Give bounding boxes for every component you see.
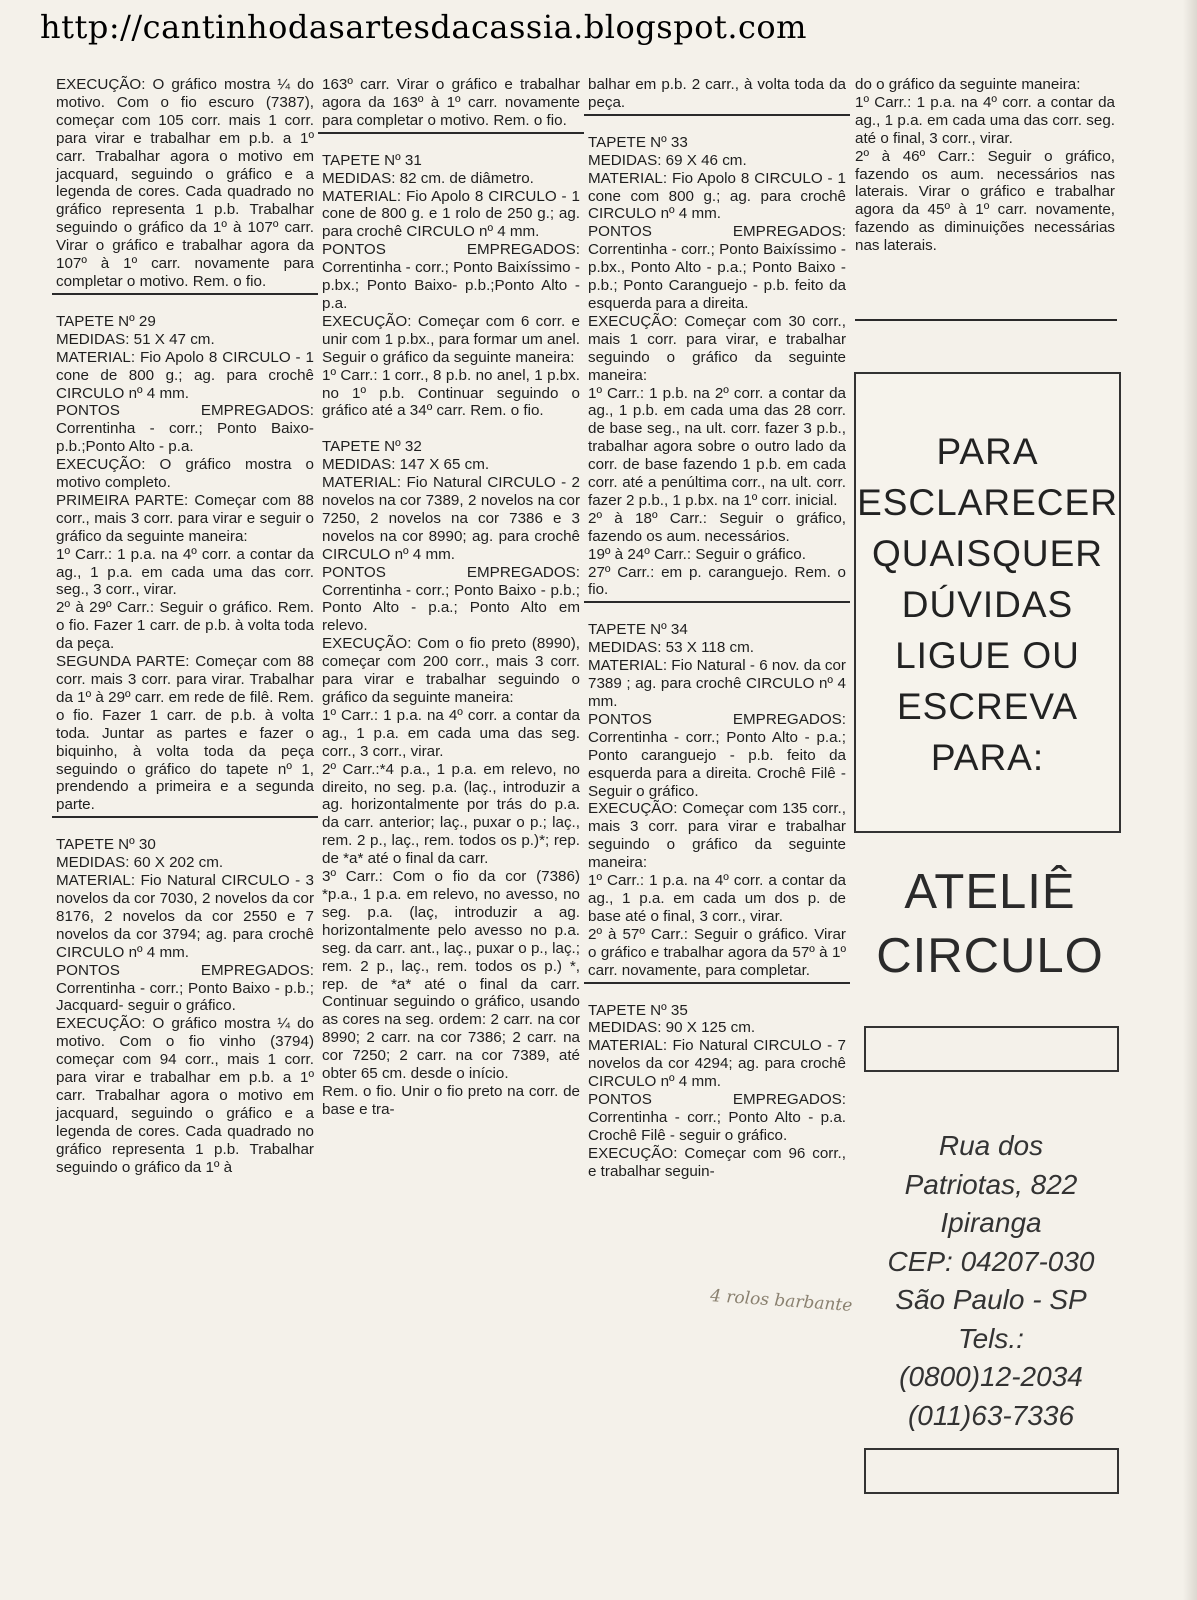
handwritten-note: 4 rolos barbante	[709, 1286, 853, 1316]
section-gap	[56, 818, 314, 836]
address-line: Ipiranga	[940, 1207, 1042, 1238]
text-column-2	[322, 76, 580, 1119]
contact-notice-text: PARA ESCLARECER QUAISQUER DÚVIDAS LIGUE OU ESCREVA PARA:	[857, 431, 1118, 778]
section-gap	[588, 984, 846, 1002]
article-block: TAPETE Nº 29 MEDIDAS: 51 X 47 cm. MATERIAL: Fio Apolo 8 CIRCULO - 1 cone de 800 g.; ag. para crochê CIRCULO nº 4 mm. PONTOS EMPREGADOS: Correntinha - corr.; Ponto Baixo- p.b.;Ponto Alto - p.a. EXECUÇÃO: O gráfico mostra o motivo completo. PRIMEIRA PARTE: Começar com 88 corr., mais 3 corr. para virar e seguir o gráfico da seguinte maneira: 1º Carr.: 1 p.a. na 4º corr. a contar da ag., 1 p.a. em cada uma das corr. seg., 3 corr., virar. 2º à 29º Carr.: Seguir o gráfico. Rem. o fio. Fazer 1 carr. de p.b. à volta toda da peça. SEGUNDA PARTE: Começar com 88 corr. mais 3 corr. para virar. Trabalhar da 1º à 29º carr. em rede de filê. Rem. o fio. Fazer 1 carr. de p.b. à volta toda. Juntar as partes e fazer o biquinho, à volta toda da peça seguindo o gráfico do tapete nº 1, prendendo a primeira e a segunda parte.	[56, 312, 314, 814]
article-block: EXECUÇÃO: O gráfico mostra ¼ do motivo. Com o fio escuro (7387), começar com 105 corr. mais 1 corr. para virar e trabalhar em p.b. a 1º carr. Trabalhar agora o motivo em jacquard, seguindo o gráfico e a legenda de cores. Cada quadrado no gráfico representa 1 p.b. Trabalhar seguindo o gráfico da 1º à 107º carr. Virar o gráfico e trabalhar agora da 107º à 1º carr. novamente para completar o motivo. Rem. o fio.	[56, 76, 314, 290]
text-column-3	[588, 76, 846, 1181]
article-block: TAPETE Nº 35 MEDIDAS: 90 X 125 cm. MATERIAL: Fio Natural CIRCULO - 7 novelos da cor 4294; ag. para crochê CIRCULO nº 4 mm. PONTOS EMPREGADOS: Correntinha - corr.; Ponto Alto - p.a. Crochê Filê - seguir o gráfico. EXECUÇÃO: Começar com 96 corr., e trabalhar seguin-	[588, 1001, 846, 1180]
address-line: Rua dos	[938, 1130, 1044, 1161]
article-block: TAPETE Nº 30 MEDIDAS: 60 X 202 cm. MATERIAL: Fio Natural CIRCULO - 3 novelos da cor 7030, 2 novelos da cor 8176, 2 novelos da cor 2550 e 7 novelos da cor 3794; ag. para crochê CIRCULO nº 4 mm. PONTOS EMPREGADOS: Correntinha - corr.; Ponto Baixo - p.b.; Jacquard- seguir o gráfico. EXECUÇÃO: O gráfico mostra ¼ do motivo. Com o fio vinho (3794) começar com 94 corr., mais 1 corr. para virar e trabalhar em p.b. a 1º carr. Trabalhar agora o motivo em jacquard, seguindo o gráfico e a legenda de cores. Cada quadrado no gráfico representa 1 p.b. Trabalhar seguindo o gráfico da 1º à	[56, 836, 314, 1176]
article-block: TAPETE Nº 31 MEDIDAS: 82 cm. de diâmetro. MATERIAL: Fio Apolo 8 CIRCULO - 1 cone de 800 g. e 1 rolo de 250 g.; ag. para crochê CIRCULO nº 4 mm. PONTOS EMPREGADOS: Correntinha - corr.; Ponto Baixíssimo - p.bx.; Ponto Baixo- p.b.;Ponto Alto - p.a. EXECUÇÃO: Começar com 6 corr. e unir com 1 p.bx., para formar um anel. Seguir o gráfico da seguinte maneira: 1º Carr.: 1 corr., 8 p.b. no anel, 1 p.bx. no 1º p.b. Continuar seguindo o gráfico até a 34º carr. Rem. o fio.	[322, 151, 580, 420]
section-gap	[56, 295, 314, 313]
address-line: (0800)12-2034	[899, 1361, 1083, 1392]
address-line: CEP: 04207-030	[887, 1245, 1095, 1277]
address-block	[855, 1127, 1127, 1435]
brand-name: ATELIÊ CIRCULO	[876, 865, 1104, 983]
text-column-4	[855, 76, 1115, 255]
address-line: Patriotas, 822	[904, 1168, 1078, 1200]
section-gap	[588, 603, 846, 621]
article-block: TAPETE Nº 34 MEDIDAS: 53 X 118 cm. MATERIAL: Fio Natural - 6 nov. da cor 7389 ; ag. para crochê CIRCULO nº 4 mm. PONTOS EMPREGADOS: Correntinha - corr.; Ponto Alto - p.a.; Ponto caranguejo - p.b. feito da esquerda para a direita. Crochê Filê - Seguir o gráfico. EXECUÇÃO: Começar com 135 corr., mais 3 corr. para virar e trabalhar seguindo o gráfico da seguinte maneira: 1º Carr.: 1 p.a. na 4º corr. a contar da ag., 1 p.a. em cada um dos p. de base até o final, 3 corr., virar. 2º à 57º Carr.: Seguir o gráfico. Virar o gráfico e trabalhar agora da 57º à 1º carr. novamente, para completar.	[588, 621, 846, 979]
column-4-divider	[855, 319, 1117, 321]
contact-notice-box	[854, 372, 1121, 833]
article-block: do o gráfico da seguinte maneira: 1º Carr.: 1 p.a. na 4º corr. a contar da ag., 1 p.a. em cada uma das corr. seg. até o final, 3 corr., virar. 2º à 46º Carr.: Seguir o gráfico, fazendo os aum. necessários nas laterais. Virar o gráfico e trabalhar agora da 45º à 1º carr. novamente, fazendo as diminuições necessárias nas laterais.	[855, 76, 1115, 255]
address-line: São Paulo - SP	[895, 1284, 1087, 1315]
section-gap	[322, 420, 580, 438]
empty-box-top	[864, 1026, 1119, 1072]
text-column-1	[56, 76, 314, 1176]
article-block: TAPETE Nº 32 MEDIDAS: 147 X 65 cm. MATERIAL: Fio Natural CIRCULO - 2 novelos na cor 7389, 2 novelos na cor 7250, 2 novelos na cor 7386 e 3 novelos na cor 8990; ag. para crochê CIRCULO nº 4 mm. PONTOS EMPREGADOS: Correntinha - corr.; Ponto Baixo - p.b.; Ponto Alto - p.a.; Ponto Alto em relevo. EXECUÇÃO: Com o fio preto (8990), começar com 200 corr., mais 3 corr. para virar e trabalhar seguindo o gráfico da seguinte maneira: 1º Carr.: 1 p.a. na 4º corr. a contar da ag., 1 p.a. em cada uma das seg. corr., 3 corr., virar. 2º Carr.:*4 p.a., 1 p.a. em relevo, no direito, no seg. p.a. (laç., introduzir a ag. horizontalmente por trás do p.a. da carr. anterior; laç., puxar o p.; laç., rem. 2 p., laç., rem. todos os p.)*; rep. de *a* até o final da carr. 3º Carr.: Com o fio da cor (7386) *p.a., 1 p.a. em relevo, no avesso, no seg. p.a. (laç, introduzir a ag. horizontalmente pelo avesso no p.a. seg. da carr. ant., laç., puxar o p., laç.; rem. 2 p., laç., rem. todos os p.) *, rep. de *a* até o final da carr. Continuar seguindo o gráfico, usando as cores na seg. ordem: 2 carr. na cor 8990; 2 carr. na cor 7386; 2 carr. na cor 7250; 2 carr. na cor 7389, até obter 65 cm. desde o início. Rem. o fio. Unir o fio preto na corr. de base e tra-	[322, 438, 580, 1118]
blog-url: http://cantinhodasartesdacassia.blogspot.com	[40, 8, 808, 46]
article-block: balhar em p.b. 2 carr., à volta toda da peça.	[588, 76, 846, 111]
address-line: (011)63-7336	[907, 1399, 1075, 1431]
address-line: Tels.:	[958, 1322, 1024, 1354]
section-gap	[322, 134, 580, 152]
empty-box-bottom	[864, 1448, 1119, 1494]
page-edge	[1183, 0, 1197, 1600]
section-gap	[588, 116, 846, 134]
article-block: 163º carr. Virar o gráfico e trabalhar agora da 163º à 1º carr. novamente para completar o motivo. Rem. o fio.	[322, 76, 580, 129]
article-block: TAPETE Nº 33 MEDIDAS: 69 X 46 cm. MATERIAL: Fio Apolo 8 CIRCULO - 1 cone com 800 g.; ag. para crochê CIRCULO nº 4 mm. PONTOS EMPREGADOS: Correntinha - corr.; Ponto Baixíssimo - p.bx., Ponto Alto - p.a.; Ponto Baixo - p.b.; Ponto Caranguejo - p.b. feito da esquerda para a direita. EXECUÇÃO: Começar com 30 corr., mais 1 corr. para virar, e trabalhar seguindo o gráfico da seguinte maneira: 1º Carr.: 1 p.b. na 2º corr. a contar da ag., 1 p.b. em cada uma das 28 corr. de base seg., na ult. corr. fazer 3 p.b., trabalhar agora sobre o outro lado da corr. de base fazendo 1 p.b. em cada corr. até a penúltima corr., na ult. corr. fazer 2 p.b., 1 p.bx. na 1º corr. inicial. 2º à 18º Carr.: Seguir o gráfico, fazendo os aum. necessários. 19º à 24º Carr.: Seguir o gráfico. 27º Carr.: em p. caranguejo. Rem. o fio.	[588, 133, 846, 599]
